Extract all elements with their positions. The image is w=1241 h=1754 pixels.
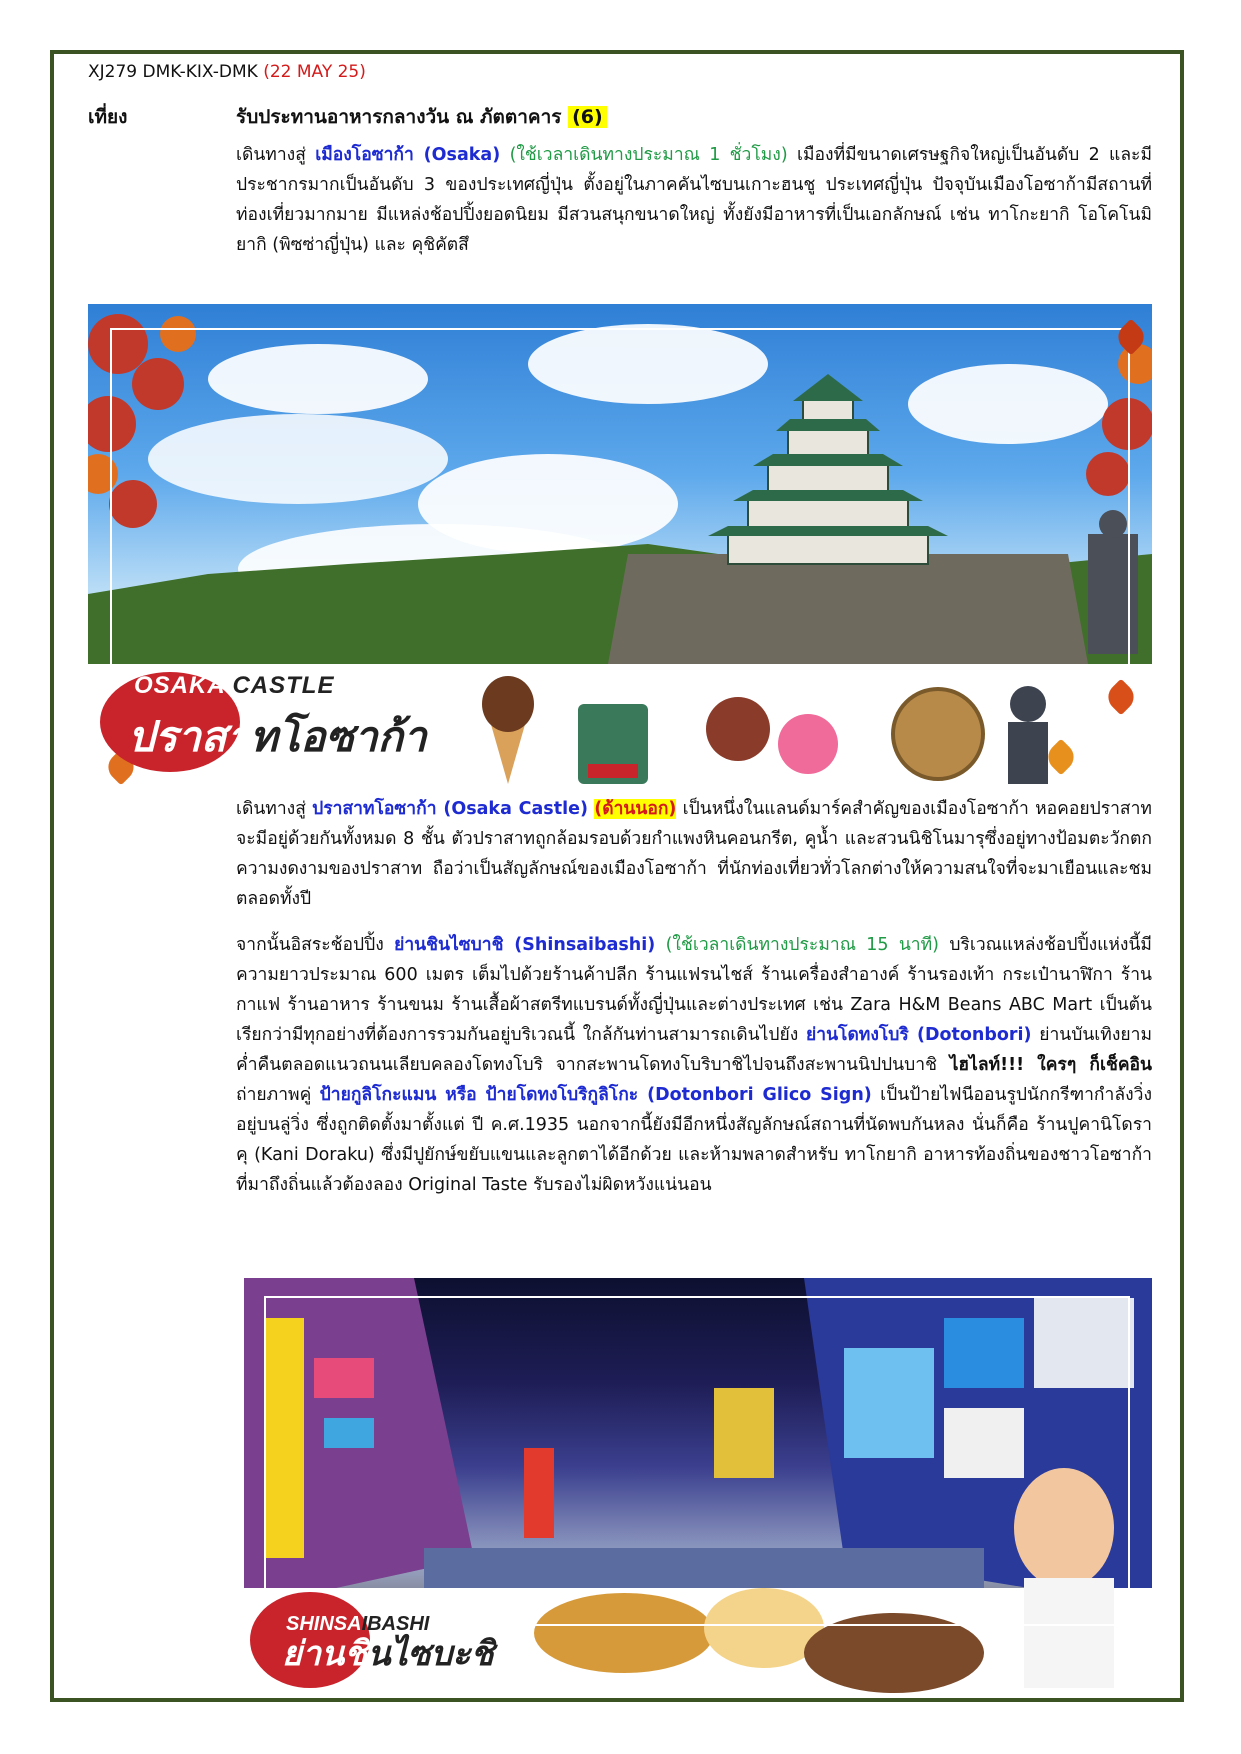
travel-duration: (ใช้เวลาเดินทางประมาณ 15 นาที) xyxy=(665,935,939,955)
logo-th-dark: นไซบะชิ xyxy=(367,1634,494,1674)
text-span: ถ่ายภาพคู่ xyxy=(236,1085,320,1105)
travel-duration: (ใช้เวลาเดินทางประมาณ 1 ชั่วโมง) xyxy=(509,145,788,165)
osaka-castle-banner xyxy=(88,304,1152,794)
text-span: เมืองที่มีขนาดเศรษฐกิจใหญ่เป็นอันดับ 2 และมีประชากรมากเป็นอันดับ 3 ของประเทศญี่ปุ่น ตั้งอยู่ในภาคคันไซบนเกาะฮนชู ประเทศญี่ปุ่น ปัจจุบันเมืองโอซาก้ามีสถานที่ท่องเที่ยวมากมาย มีแหล่งช้อปปิ้งยอดนิยม มีสวนสนุกขนาดใหญ่ ทั้งยังมีอาหารที่เป็นเอกลักษณ์ เช่น ทาโกะยากิ โอโคโนมิยากิ (พิซซ่าญี่ปุ่น) และ คุชิคัตสึ xyxy=(236,145,1152,255)
place-osaka: เมืองโอซาก้า (Osaka) xyxy=(315,145,501,165)
text-span: เป็นหนึ่งในแลนด์มาร์คสำคัญของเมืองโอซาก้า หอคอยปราสาทจะมีอยู่ด้วยกันทั้งหมด 8 ชั้น ตัวปราสาทถูกล้อมรอบด้วยกำแพงหินคอนกรีต, คูน้ำ และสวนนิชิโนมารุซึ่งอยู่ทางป้อมตะวักตก ความงดงามของปราสาท ถือว่าเป็นสัญลักษณ์ของเมืองโอซาก้า ที่นักท่องเที่ยวทั่วโลกต่างให้ความสนใจที่จะมาเยือนและชมตลอดทั้งปี xyxy=(236,799,1152,909)
osaka-castle-logo xyxy=(88,670,428,772)
logo-english xyxy=(134,672,334,700)
meal-time: เที่ยง xyxy=(88,106,128,128)
flight-date: (22 MAY 25) xyxy=(263,62,366,82)
text-span: บริเวณแหล่งช้อปปิ้งแห่งนี้มีความยาวประมาณ 600 เมตร เต็มไปด้วยร้านค้าปลีก ร้านแฟรนไชส์ ร้านเครื่องสำอางค์ ร้านรองเท้า กระเป๋านาฬิกา ร้านกาแฟ ร้านอาหาร ร้านขนม ร้านเสื้อผ้าสตรีทแบรนด์ทั้งญี่ปุ่นและต่างประเทศ เช่น Zara H&M Beans ABC Mart เป็นต้น เรียกว่ามีทุกอย่างที่ต้องการรวมกันอยู่บริเวณนี้ ใกล้กันท่านสามารถเดินไปยัง xyxy=(236,935,1152,1045)
flight-code: XJ279 DMK-KIX-DMK xyxy=(88,62,258,82)
highlight-text: ไฮไลท์!!! ใครๆ ก็เช็คอิน xyxy=(949,1055,1153,1075)
banner-frame-line xyxy=(110,328,1130,728)
souvenir-items xyxy=(448,674,1148,794)
text-span xyxy=(655,935,665,955)
logo-en-white: OSAKA xyxy=(134,672,225,699)
text-span: เดินทางสู่ xyxy=(236,799,313,819)
logo-th-white: ปราสา xyxy=(128,712,251,761)
text-span: เดินทางสู่ xyxy=(236,145,316,165)
logo-en-white: SHINSA xyxy=(286,1613,362,1635)
text-span: เป็นป้ายไฟนีออนรูปนักกรีฑากำลังวิ่งอยู่บนลู่วิ่ง ซึ่งถูกติดตั้งมาตั้งแต่ ปี ค.ศ.1935 นอกจากนี้ยังมีอีกหนึ่งสัญลักษณ์สถานที่นัดพบกันหลง นั่นก็คือ ร้านปูคานิโดราคุ (Kani Doraku) ซึ่งมีปูยักษ์ขยับแขนและลูกตาได้อีกด้วย และห้ามพลาดสำหรับ ทาโกยากิ อาหารท้องถิ่นของชาวโอซาก้า ที่มาถึงถิ่นแล้วต้องลอง Original Taste รับรองไม่ผิดหวังแน่นอน xyxy=(236,1085,1152,1195)
meal-badge: (6) xyxy=(568,106,607,128)
flight-header xyxy=(88,62,366,82)
logo-thai xyxy=(128,704,427,770)
meal-title xyxy=(236,102,607,132)
outside-note: (ด้านนอก) xyxy=(594,799,677,819)
logo-en-dark: CASTLE xyxy=(224,672,335,699)
osaka-intro-paragraph xyxy=(236,140,1152,260)
place-glico-sign: ป้ายกูลิโกะแมน หรือ ป้ายโดทงโบริกูลิโกะ (Dotonbori Glico Sign) xyxy=(319,1085,872,1105)
place-shinsaibashi: ย่านชินไซบาชิ (Shinsaibashi) xyxy=(394,935,656,955)
logo-thai xyxy=(282,1626,494,1680)
text-span: จากนั้นอิสระช้อปปิ้ง xyxy=(236,935,395,955)
place-osaka-castle: ปราสาทโอซาก้า (Osaka Castle) xyxy=(312,799,588,819)
shinsaibashi-banner xyxy=(244,1278,1152,1698)
meal-title-text: รับประทานอาหารกลางวัน ณ ภัตตาคาร xyxy=(236,106,562,128)
text-span: ย่านบันเทิงยามค่ำคืนตลอดแนวถนนเลียบคลองโดทงโบริ จากสะพานโดทงโบริบาชิไปจนถึงสะพานนิปปนบาชิ xyxy=(236,1025,1152,1075)
logo-th-dark: ทโอซาก้า xyxy=(250,712,427,761)
logo-en-dark: IBASHI xyxy=(361,1613,430,1635)
logo-th-white: ย่านชิ xyxy=(282,1634,368,1674)
shinsaibashi-paragraph xyxy=(236,930,1152,1200)
place-dotonbori: ย่านโดทงโบริ (Dotonbori) xyxy=(806,1025,1032,1045)
banner-frame-line xyxy=(264,1296,1130,1626)
osaka-castle-paragraph xyxy=(236,794,1152,914)
text-span xyxy=(500,145,509,165)
